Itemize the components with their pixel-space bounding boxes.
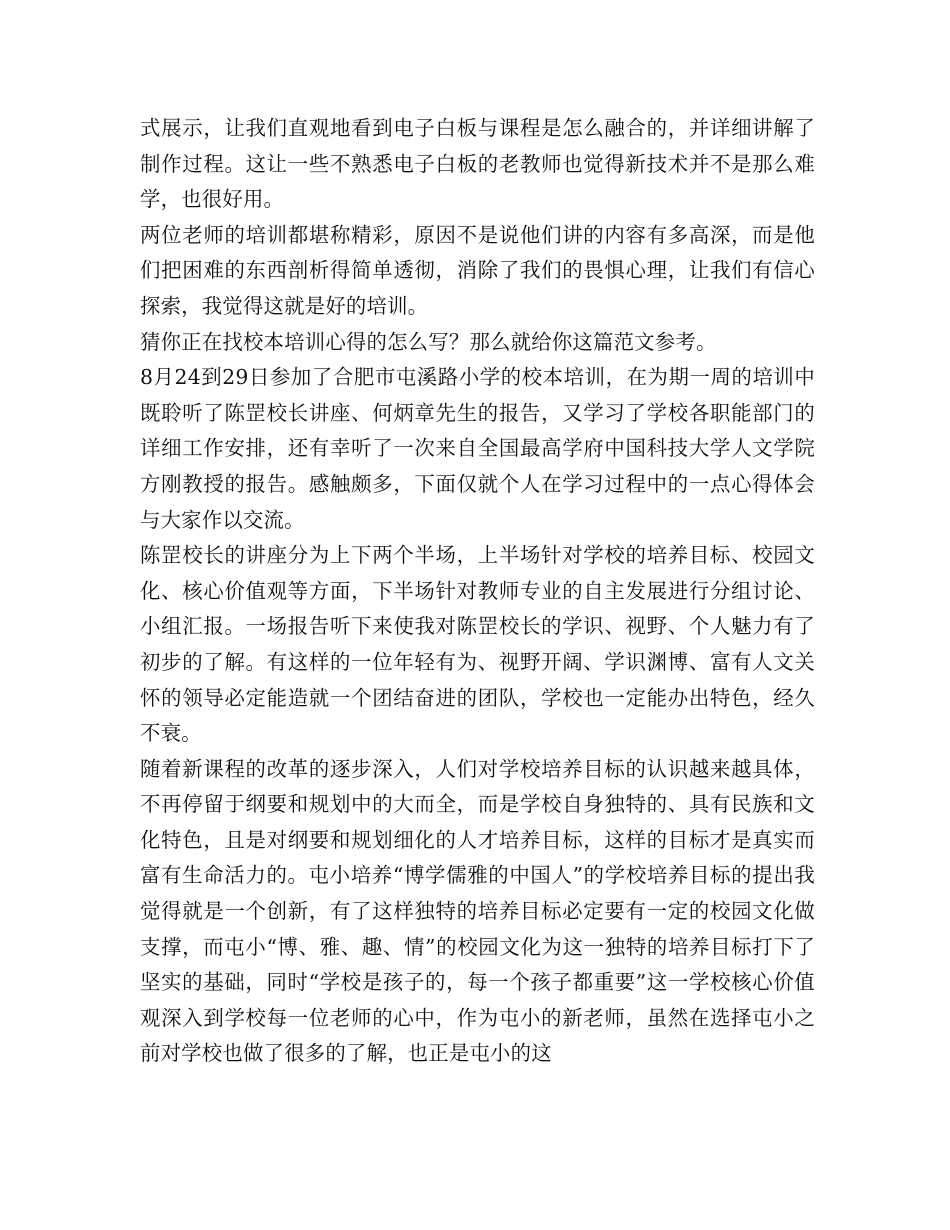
- paragraph-3: 猜你正在找校本培训心得的怎么写？那么就给你这篇范文参考。: [140, 329, 717, 354]
- document-body: [140, 111, 815, 1072]
- paragraph-1: 式展示，让我们直观地看到电子白板与课程是怎么融合的，并详细讲解了制作过程。这让一些不熟悉电子白板的老教师也觉得新技术并不是那么难学，也很好用。: [140, 116, 815, 212]
- paragraph-4: 8月24到29日参加了合肥市屯溪路小学的校本培训，在为期一周的培训中既聆听了陈罡校长讲座、何炳章先生的报告，又学习了学校各职能部门的详细工作安排，还有幸听了一次来自全国最高学府中国科技大学人文学院方刚教授的报告。感触颇多，下面仅就个人在学习过程中的一点心得体会与大家作以交流。: [140, 365, 815, 532]
- paragraph-5: 陈罡校长的讲座分为上下两个半场，上半场针对学校的培养目标、校园文化、核心价值观等方面，下半场针对教师专业的自主发展进行分组讨论、小组汇报。一场报告听下来使我对陈罡校长的学识、视野、个人魅力有了初步的了解。有这样的一位年轻有为、视野开阔、学识渊博、富有人文关怀的领导必定能造就一个团结奋进的团队，学校也一定能办出特色，经久不衰。: [140, 543, 815, 746]
- paragraph-6: 随着新课程的改革的逐步深入，人们对学校培养目标的认识越来越具体，不再停留于纲要和规划中的大而全，而是学校自身独特的、具有民族和文化特色，且是对纲要和规划细化的人才培养目标，这样的目标才是真实而富有生命活力的。屯小培养“博学儒雅的中国人”的学校培养目标的提出我觉得就是一个创新，有了这样独特的培养目标必定要有一定的校园文化做支撑，而屯小“博、雅、趣、情”的校园文化为这一独特的培养目标打下了坚实的基础，同时“学校是孩子的，每一个孩子都重要”这一学校核心价值观深入到学校每一位老师的心中，作为屯小的新老师，虽然在选择屯小之前对学校也做了很多的了解，也正是屯小的这: [140, 756, 815, 1066]
- paragraph-2: 两位老师的培训都堪称精彩，原因不是说他们讲的内容有多高深，而是他们把困难的东西剖析得简单透彻，消除了我们的畏惧心理，让我们有信心探索，我觉得这就是好的培训。: [140, 222, 815, 318]
